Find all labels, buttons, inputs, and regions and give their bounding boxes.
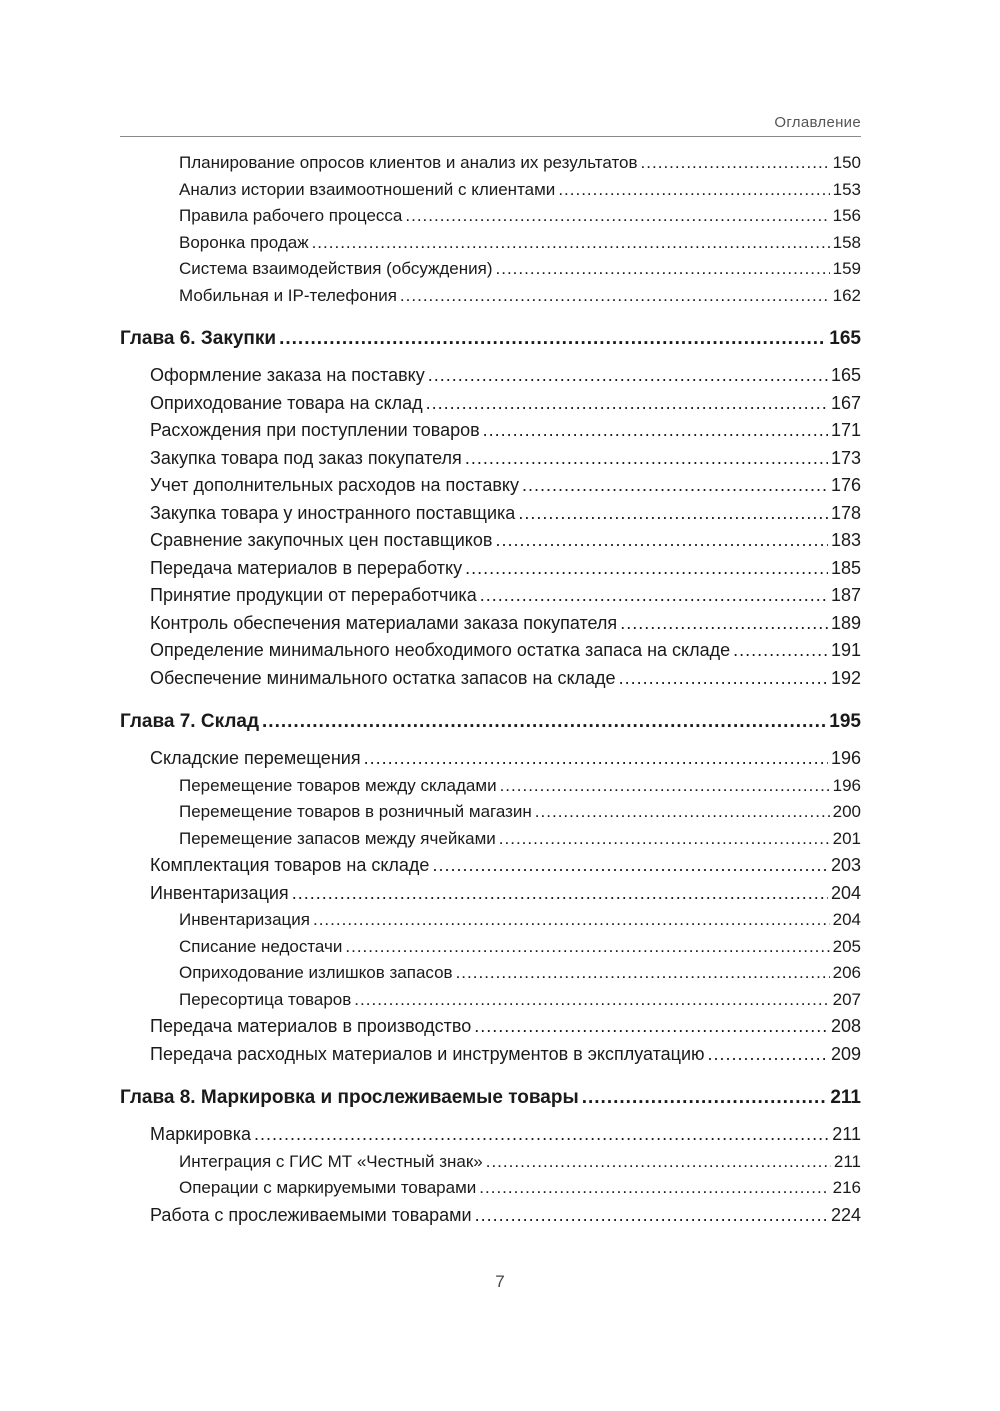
dot-leader — [620, 610, 828, 638]
toc-entry-page: 178 — [830, 502, 861, 523]
toc-entry — [120, 177, 861, 204]
dot-leader — [558, 177, 829, 204]
toc-entry — [120, 665, 861, 693]
dot-leader — [499, 826, 830, 853]
dot-leader — [313, 907, 830, 934]
toc-entry — [120, 445, 861, 473]
toc-entry — [120, 1041, 861, 1069]
toc-chapter-heading — [120, 707, 861, 737]
toc-entry-page: 183 — [830, 530, 861, 550]
page-number-value: 7 — [495, 1272, 505, 1291]
dot-leader — [582, 1083, 828, 1113]
dot-leader — [354, 987, 829, 1014]
dot-leader — [479, 1175, 829, 1202]
toc-entry — [120, 852, 861, 880]
toc-chapter-heading — [120, 324, 861, 354]
toc-entry-page: 162 — [832, 285, 861, 305]
toc-entry-title: Мобильная и IP-телефония — [179, 285, 397, 305]
toc-entry-page: 167 — [830, 392, 861, 413]
toc-entry-page: 153 — [832, 179, 861, 199]
toc-entry-page: 204 — [832, 910, 861, 929]
toc-entry — [120, 362, 861, 390]
toc-entry-title: Оприходование излишков запасов — [179, 963, 453, 982]
toc-entry-page: 158 — [832, 232, 861, 252]
toc-entry-title: Инвентаризация — [150, 882, 289, 903]
toc-entry — [120, 1121, 861, 1149]
toc-entry-title: Комплектация товаров на складе — [150, 855, 430, 875]
toc-entry — [120, 230, 861, 257]
dot-leader — [522, 472, 828, 500]
toc-chapter-page: 211 — [830, 1087, 861, 1108]
dot-leader — [400, 283, 830, 310]
toc-entry-page: 176 — [830, 475, 861, 495]
toc-entry-title: Работа с прослеживаемыми товарами — [150, 1204, 472, 1225]
toc-entry — [120, 1202, 861, 1230]
toc-entry-title: Закупка товара под заказ покупателя — [150, 447, 462, 468]
toc-chapter-title: Глава 7. Склад — [120, 711, 260, 732]
dot-leader — [405, 203, 829, 230]
dot-leader — [475, 1202, 828, 1230]
toc-chapter-title: Глава 8. Маркировка и прослеживаемые товары — [120, 1087, 579, 1108]
toc-entry — [120, 256, 861, 283]
toc-entry — [120, 637, 861, 665]
toc-entry-page: 196 — [832, 775, 861, 795]
toc-entry-title: Складские перемещения — [150, 748, 361, 768]
toc-entry-page: 150 — [832, 153, 861, 172]
toc-entry-page: 204 — [830, 882, 861, 903]
dot-leader — [428, 362, 828, 390]
dot-leader — [619, 665, 828, 693]
toc-entry-title: Закупка товара у иностранного поставщика — [150, 502, 516, 523]
toc-entry-title: Перемещение товаров между складами — [179, 775, 497, 795]
toc-entry-page: 171 — [830, 420, 861, 440]
toc-entry-page: 159 — [832, 259, 861, 278]
toc-entry — [120, 880, 861, 908]
toc-chapter-page: 195 — [829, 711, 861, 732]
toc-entry — [120, 1175, 861, 1202]
dot-leader — [292, 880, 828, 908]
dot-leader — [708, 1041, 828, 1069]
toc-entry-page: 165 — [830, 365, 861, 385]
toc-entry — [120, 907, 861, 934]
toc-entry — [120, 582, 861, 610]
toc-entry-title: Учет дополнительных расходов на поставку — [150, 475, 519, 495]
toc-entry-page: 189 — [830, 612, 861, 633]
dot-leader — [500, 773, 830, 800]
toc-entry — [120, 960, 861, 987]
toc-entry-title: Контроль обеспечения материалами заказа покупателя — [150, 612, 618, 633]
dot-leader — [480, 582, 828, 610]
toc-entry-page: 211 — [833, 1151, 861, 1171]
toc-entry-title: Интеграция с ГИС МТ «Честный знак» — [179, 1151, 483, 1171]
dot-leader — [426, 390, 828, 418]
toc-entry-title: Перемещение товаров в розничный магазин — [179, 802, 532, 821]
toc-entry-page: 207 — [832, 989, 861, 1009]
dot-leader — [733, 637, 828, 665]
toc-entry — [120, 610, 861, 638]
toc-entry-page: 203 — [830, 855, 861, 875]
toc-entry — [120, 1013, 861, 1041]
toc-entry-title: Оприходование товара на склад — [150, 392, 423, 413]
page-number — [0, 1272, 1000, 1292]
toc-entry-page: 205 — [832, 936, 861, 956]
toc-entry — [120, 203, 861, 230]
toc-entry-title: Оформление заказа на поставку — [150, 365, 425, 385]
toc-entry-title: Воронка продаж — [179, 232, 309, 252]
dot-leader — [465, 555, 828, 583]
toc-chapter-title: Глава 6. Закупки — [120, 328, 277, 349]
dot-leader — [279, 324, 826, 354]
toc-entry-page: 216 — [832, 1178, 861, 1197]
toc-entry-page: 156 — [832, 206, 861, 225]
toc-entry-title: Принятие продукции от переработчика — [150, 585, 477, 605]
toc-entry-page: 208 — [830, 1016, 861, 1036]
toc-entry — [120, 283, 861, 310]
toc-entry-title: Передача материалов в переработку — [150, 557, 463, 578]
toc-entry-title: Перемещение запасов между ячейками — [179, 828, 496, 848]
dot-leader — [535, 799, 830, 826]
toc-entry-title: Инвентаризация — [179, 910, 310, 929]
toc-entry-page: 173 — [830, 447, 861, 468]
running-header-title: Оглавление — [774, 114, 861, 131]
toc-entry-page: 187 — [830, 585, 861, 605]
toc-entry-page: 196 — [830, 748, 861, 768]
toc-entry — [120, 500, 861, 528]
toc-entry — [120, 773, 861, 800]
toc-entry-title: Правила рабочего процесса — [179, 206, 403, 225]
toc-entry — [120, 555, 861, 583]
table-of-contents — [120, 150, 861, 1229]
toc-entry-page: 211 — [832, 1124, 861, 1144]
dot-leader — [496, 256, 830, 283]
toc-entry-title: Определение минимального необходимого остатка запаса на складе — [150, 640, 731, 660]
dot-leader — [474, 1013, 828, 1041]
toc-entry-title: Списание недостачи — [179, 936, 343, 956]
toc-entry-title: Пересортица товаров — [179, 989, 352, 1009]
dot-leader — [518, 500, 828, 528]
toc-entry-title: Обеспечение минимального остатка запасов на складе — [150, 667, 616, 688]
dot-leader — [345, 934, 829, 961]
dot-leader — [483, 417, 828, 445]
toc-entry-page: 209 — [830, 1043, 861, 1064]
toc-entry-title: Маркировка — [150, 1124, 252, 1144]
toc-entry — [120, 799, 861, 826]
dot-leader — [432, 852, 828, 880]
toc-entry — [120, 390, 861, 418]
toc-entry — [120, 1149, 861, 1176]
toc-entry-title: Передача расходных материалов и инструментов в эксплуатацию — [150, 1043, 705, 1064]
dot-leader — [641, 150, 830, 177]
toc-chapter-heading — [120, 1083, 861, 1113]
dot-leader — [486, 1149, 831, 1176]
toc-entry-title: Планирование опросов клиентов и анализ их результатов — [179, 153, 638, 172]
toc-entry — [120, 745, 861, 773]
toc-entry-page: 206 — [832, 963, 861, 982]
toc-entry-page: 185 — [830, 557, 861, 578]
toc-chapter-page: 165 — [829, 328, 861, 349]
toc-entry — [120, 987, 861, 1014]
toc-entry-page: 192 — [830, 667, 861, 688]
dot-leader — [495, 527, 828, 555]
toc-entry — [120, 472, 861, 500]
running-header — [120, 114, 861, 137]
toc-entry — [120, 527, 861, 555]
toc-entry — [120, 934, 861, 961]
dot-leader — [364, 745, 828, 773]
dot-leader — [456, 960, 830, 987]
toc-entry-title: Система взаимодействия (обсуждения) — [179, 259, 493, 278]
dot-leader — [254, 1121, 829, 1149]
dot-leader — [312, 230, 830, 257]
toc-entry-title: Сравнение закупочных цен поставщиков — [150, 530, 493, 550]
toc-entry-page: 200 — [832, 802, 861, 821]
toc-entry-title: Расхождения при поступлении товаров — [150, 420, 480, 440]
toc-entry — [120, 417, 861, 445]
toc-entry-title: Операции с маркируемыми товарами — [179, 1178, 477, 1197]
toc-entry — [120, 826, 861, 853]
dot-leader — [262, 707, 826, 737]
toc-entry — [120, 150, 861, 177]
toc-entry-page: 224 — [830, 1204, 861, 1225]
toc-entry-page: 191 — [830, 640, 861, 660]
dot-leader — [465, 445, 828, 473]
toc-entry-page: 201 — [832, 828, 861, 848]
toc-entry-title: Анализ истории взаимоотношений с клиентами — [179, 179, 556, 199]
toc-entry-title: Передача материалов в производство — [150, 1016, 472, 1036]
